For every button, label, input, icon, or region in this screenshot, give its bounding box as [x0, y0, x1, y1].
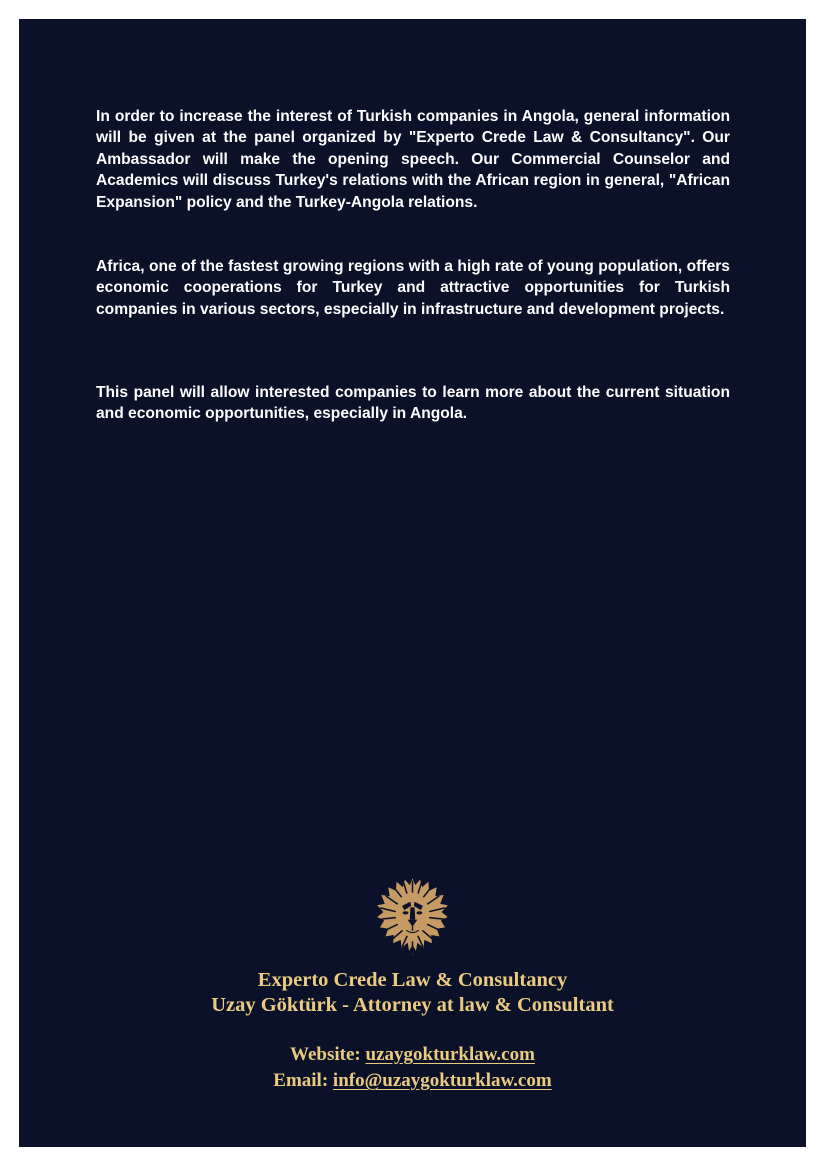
flyer-canvas — [19, 19, 806, 1147]
email-link[interactable]: info@uzaygokturklaw.com — [332, 1070, 552, 1091]
paragraph-africa: Africa, one of the fastest growing regions with a high rate of young population, offers economic cooperations for Turkey and attractive opportunities for Turkish companies in various sectors, especially in infrastructure and development projects. — [96, 258, 730, 318]
owner-title-line: Uzay Göktürk - Attorney at law & Consultant — [211, 994, 614, 1016]
paragraph-intro: In order to increase the interest of Turkish companies in Angola, general information will be given at the panel organized by "Experto Crede Law & Consultancy". Our Ambassador will make the opening speech. Our Commercial Counselor and Academics will discuss Turkey's relations with the African region in general, "African Expansion" policy and the Turkey-Angola relations. — [96, 108, 730, 211]
website-label: Website: — [290, 1044, 366, 1065]
email-label: Email: — [273, 1070, 333, 1091]
paragraph-panel: This panel will allow interested companies to learn more about the current situation and economic opportunities, especially in Angola. — [96, 384, 730, 423]
lion-logo-icon — [371, 875, 454, 959]
company-name: Experto Crede Law & Consultancy — [257, 969, 568, 991]
website-line — [19, 1043, 806, 1066]
website-link[interactable]: uzaygokturklaw.com — [365, 1044, 535, 1065]
email-line — [19, 1069, 806, 1092]
